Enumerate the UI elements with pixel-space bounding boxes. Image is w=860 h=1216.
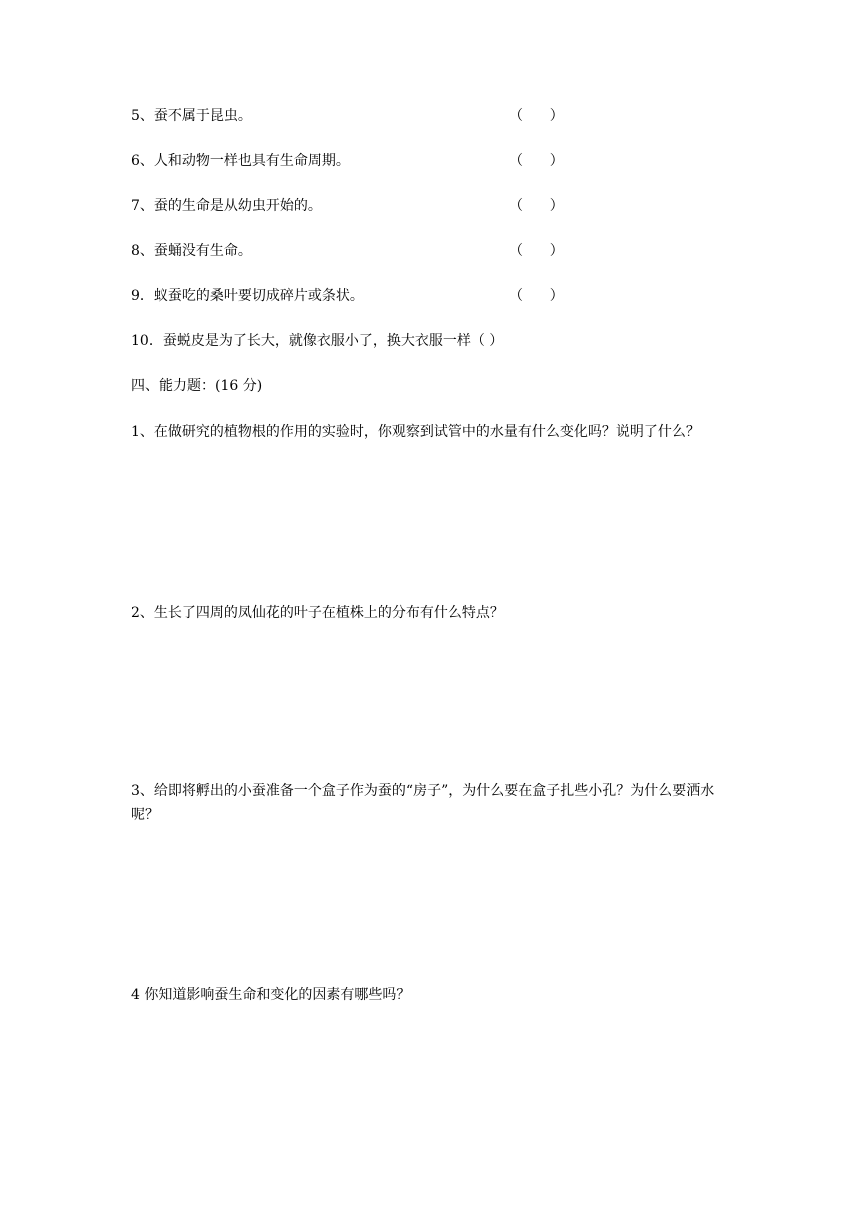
judgment-item-9: 9．蚁蚕吃的桑叶要切成碎片或条状。: [131, 288, 364, 304]
section-four-heading: 四、能力题：(16 分): [131, 378, 263, 394]
answer-blank-8: （ ）: [509, 243, 564, 259]
ability-question-3: 3、给即将孵出的小蚕准备一个盒子作为蚕的“房子”，为什么要在盒子扎些小孔？为什么要洒水呢？: [131, 783, 715, 823]
judgment-item-6: 6、人和动物一样也具有生命周期。: [131, 153, 350, 169]
ability-question-1: 1、在做研究的植物根的作用的实验时，你观察到试管中的水量有什么变化吗？说明了什么？: [131, 424, 700, 440]
answer-blank-5: （ ）: [509, 108, 564, 124]
judgment-item-5: 5、蚕不属于昆虫。: [131, 108, 252, 124]
answer-blank-6: （ ）: [509, 153, 564, 169]
judgment-item-10: 10．蚕蜕皮是为了长大，就像衣服小了，换大衣服一样（ ）: [131, 333, 504, 349]
ability-question-4: 4 你知道影响蚕生命和变化的因素有哪些吗？: [131, 987, 411, 1003]
judgment-item-8: 8、蚕蛹没有生命。: [131, 243, 252, 259]
answer-blank-9: （ ）: [509, 288, 564, 304]
answer-blank-7: （ ）: [509, 198, 564, 214]
ability-question-2: 2、生长了四周的凤仙花的叶子在植株上的分布有什么特点？: [131, 605, 504, 621]
judgment-item-7: 7、蚕的生命是从幼虫开始的。: [131, 198, 322, 214]
